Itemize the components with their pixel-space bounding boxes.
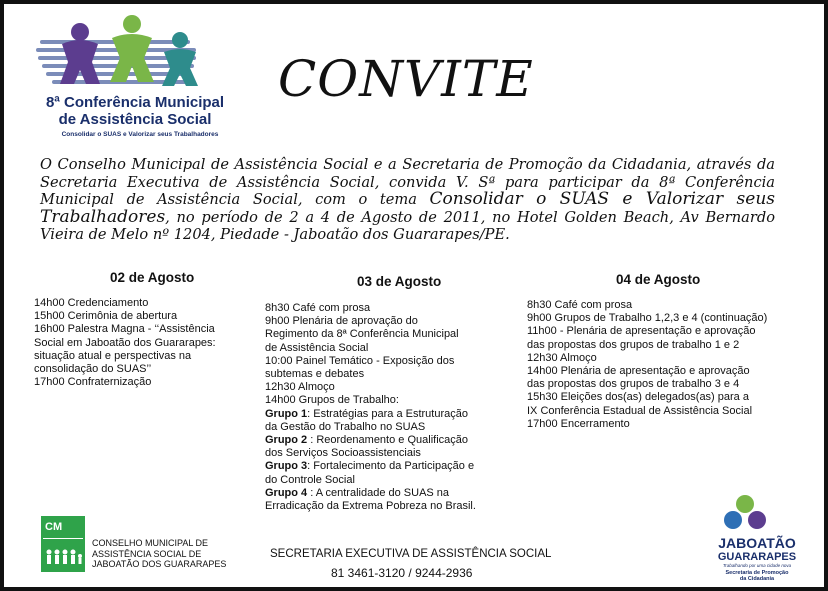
day2-heading: 03 de Agosto: [357, 274, 442, 289]
group-1: Grupo 1: Estratégias para a Estruturação: [265, 407, 468, 420]
schedule-line: 15h00 Cerimônia de abertura: [34, 310, 178, 323]
schedule-line: das propostas dos grupos de trabalho 1 e 2: [527, 338, 740, 351]
day3-heading: 04 de Agosto: [616, 272, 701, 287]
secretaria-name: SECRETARIA EXECUTIVA DE ASSISTÊNCIA SOCIAL: [270, 548, 552, 560]
schedule-line: IX Conferência Estadual de Assistência Social: [527, 404, 753, 417]
day1-schedule: [34, 297, 249, 389]
phone-numbers: 81 3461-3120 / 9244-2936: [331, 566, 473, 580]
schedule-line: subtemas e debates: [265, 368, 365, 381]
page-title: CONVITE: [278, 50, 534, 108]
svg-text:da Cidadania: da Cidadania: [739, 576, 775, 582]
svg-text:GUARARAPES: GUARARAPES: [717, 551, 797, 563]
schedule-line: 10:00 Painel Temático - Exposição dos: [265, 354, 455, 367]
group-4-cont: Erradicação da Extrema Pobreza no Brasil.: [265, 500, 476, 513]
group-2: Grupo 2 : Reordenamento e Qualificação: [265, 434, 468, 447]
svg-text:Secretaria de Promoção: Secretaria de Promoção: [725, 570, 789, 576]
group-4: Grupo 4 : A centralidade do SUAS na: [265, 486, 450, 499]
day3-schedule: [527, 299, 807, 431]
schedule-line: 9h00 Plenária de aprovação do: [265, 315, 418, 328]
conference-theme: Consolidar o SUAS e Valorizar seus Trabalhadores: [40, 189, 775, 227]
group-3-cont: do Controle Social: [265, 473, 355, 486]
schedule-line: de Assistência Social: [265, 341, 369, 354]
schedule-line: das propostas dos grupos de trabalho 3 e 4: [527, 378, 740, 391]
schedule-line: 15h30 Eleições dos(as) delegados(as) para a: [527, 391, 749, 404]
group-2-cont: dos Serviços Socioassistenciais: [265, 447, 421, 460]
schedule-line: 11h00 - Plenária de apresentação e aprovação: [527, 325, 756, 338]
invitation-text: O Conselho Municipal de Assistência Social e a Secretaria de Promoção da Cidadania, através da Secretaria Executiva de Assistência Social, convida V. Sª para participar da 8ª Conferência Municipal de Assistência Social, com o tema Consolidar o SUAS e Valorizar seus Trabalhadores, no período de 2 a 4 de Agosto de 2011, no Hotel Golden Beach, Av Bernardo Vieira de Melo nº 1204, Piedade - Jaboatão dos Guararapes/PE.: [40, 156, 775, 243]
schedule-line: 14h00 Plenária de apresentação e aprovação: [527, 365, 750, 378]
day1-heading: 02 de Agosto: [110, 270, 195, 285]
schedule-line: 16h00 Palestra Magna - ‘‘Assistência: [34, 323, 215, 336]
group-3: Grupo 3: Fortalecimento da Participação e: [265, 460, 475, 473]
schedule-line: 12h30 Almoço: [527, 351, 597, 364]
schedule-line: 14h00 Grupos de Trabalho:: [265, 394, 399, 407]
svg-text:CM: CM: [45, 521, 63, 533]
schedule-line: Regimento da 8ª Conferência Municipal: [265, 328, 459, 341]
schedule-line: 8h30 Café com prosa: [265, 302, 371, 314]
figure-green-icon: [110, 15, 154, 82]
schedule-line: 17h00 Confraternização: [34, 376, 152, 389]
conference-logo-title: 8ª Conferência Municipal de Assistência Social: [45, 94, 225, 128]
svg-text:Trabalhando por uma cidade nov: Trabalhando por uma cidade nova: [722, 563, 792, 568]
schedule-line: 8h30 Café com prosa: [527, 299, 633, 311]
schedule-line: 14h00 Credenciamento: [34, 297, 149, 309]
schedule-line: situação atual e perspectivas na: [34, 349, 192, 362]
council-logo: [41, 516, 85, 572]
schedule-line: 12h30 Almoço: [265, 381, 335, 394]
day2-schedule: [265, 302, 515, 513]
council-name: CONSELHO MUNICIPAL DE ASSISTÊNCIA SOCIAL DE JABOATÃO DOS GUARARAPES: [92, 538, 227, 569]
schedule-line: 9h00 Grupos de Trabalho 1,2,3 e 4 (continuação): [527, 312, 768, 325]
schedule-line: consolidação do SUAS’’: [34, 363, 152, 376]
city-logo-emblem-icon: [724, 495, 766, 529]
city-logo: [695, 490, 820, 582]
svg-text:JABOATÃO: JABOATÃO: [718, 535, 796, 551]
schedule-line: Social em Jaboatão dos Guararapes:: [34, 336, 216, 349]
conference-logo-subtitle: Consolidar o SUAS e Valorizar seus Trabalhadores: [61, 131, 219, 138]
schedule-line: 17h00 Encerramento: [527, 417, 630, 430]
group-1-cont: da Gestão do Trabalho no SUAS: [265, 420, 426, 433]
